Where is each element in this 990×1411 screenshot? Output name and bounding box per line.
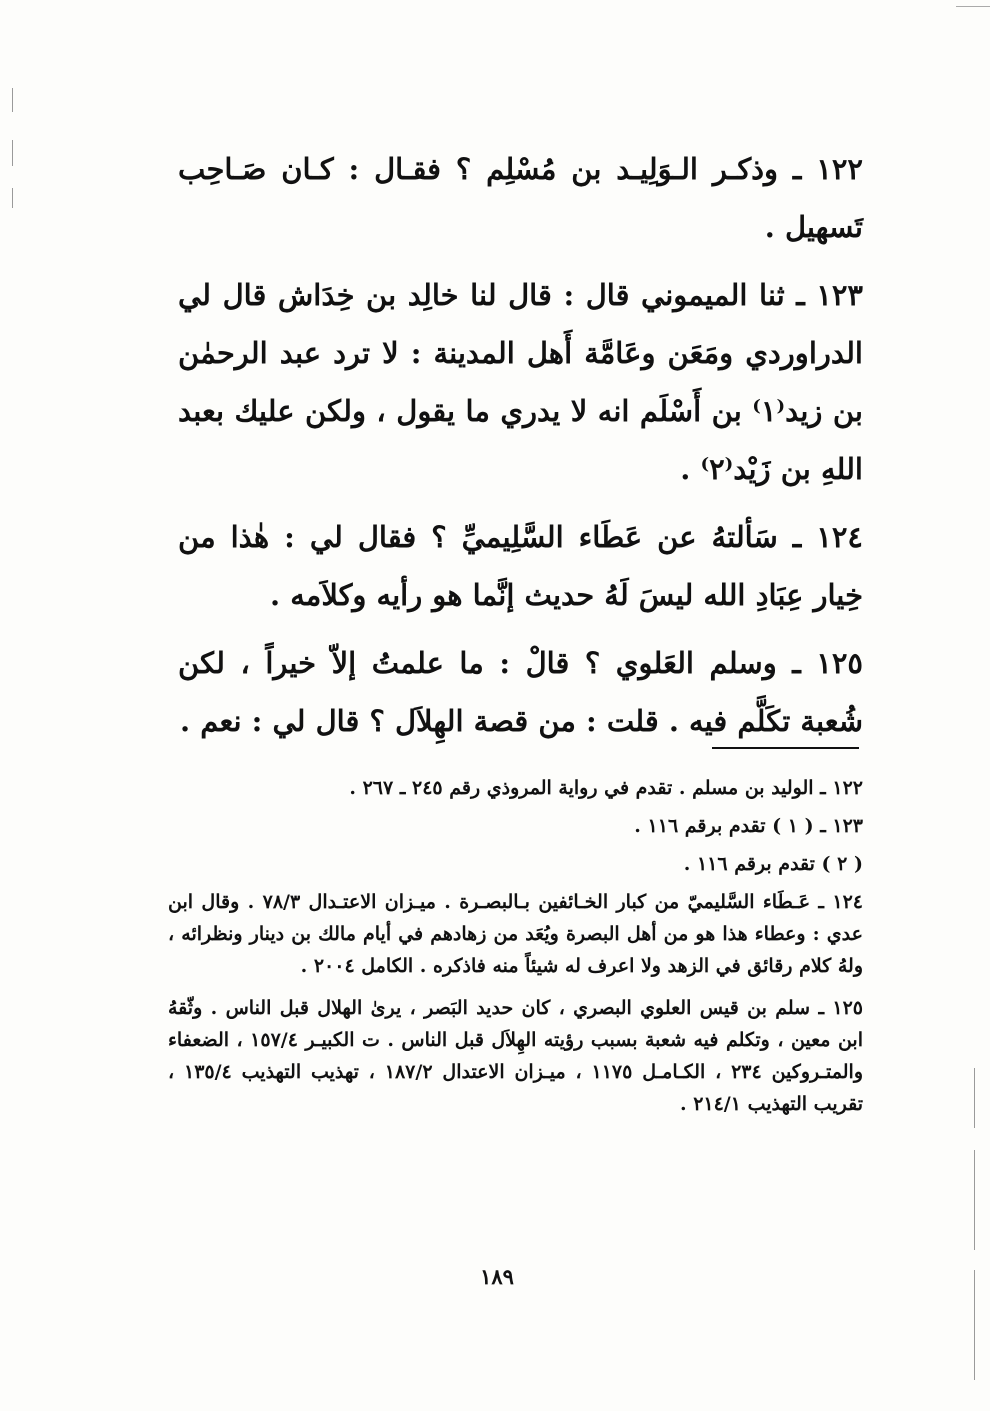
left-margin-mark bbox=[12, 88, 13, 112]
entry-125: ١٢٥ ـ وسلم العَلوي ؟ قالْ : ما علمتُ إلاّ خيراً ، لكن شُعبة تكَلَّم فيه . قلت : من قصة الهِلاَل ؟ قال لي : نعم . bbox=[178, 646, 863, 738]
right-margin-mark bbox=[974, 1150, 975, 1250]
entry-122: ١٢٢ ـ وذكـر الـوَلِيـد بن مُسْلِم ؟ فقـال : كـان صَـاحِب تَسهيل . bbox=[178, 152, 863, 244]
left-margin-mark bbox=[12, 188, 13, 208]
footnote-124: ١٢٤ ـ عَـطَاء السَّليميّ من كبار الخـائفين بـالبصـرة . ميـزان الاعتـدال ٧٨/٣ . وقال ابن عدي : وعطاء هذا هو من أهل البصرة ويُعَد من زهادهم في أيام مالك بن دينار ونظرائه ، ولهُ كلام رقائق في الزهد ولا اعرف له شيئاً منه فاذكره . الكامل ٢٠٠٤ . bbox=[168, 891, 863, 977]
main-text bbox=[178, 140, 863, 760]
left-margin-mark bbox=[12, 140, 13, 166]
footnote-separator bbox=[712, 747, 859, 749]
entry-124: ١٢٤ ـ سَألتهُ عن عَطَاء السَّلِيميِّ ؟ فقال لي : هٰذا من خِيار عِبَادِ الله ليسَ لَهُ حديث إنَّما هو رأيه وكلاَمه . bbox=[178, 520, 863, 612]
footnote-122: ١٢٢ ـ الوليد بن مسلم . تقدم في رواية المروذي رقم ٢٤٥ ـ ٢٦٧ . bbox=[349, 777, 863, 799]
footnote-123-1: ١٢٣ ـ ( ١ ) تقدم برقم ١١٦ . bbox=[634, 815, 863, 837]
right-margin-mark bbox=[974, 1270, 975, 1380]
entry-123: ١٢٣ ـ ثنا الميموني قال : قال لنا خالِد بن خِدَاش قال لي الدراوردي ومَعَن وعَامَّة أَهل المدينة : لا ترد عبد الرحمٰن بن زيد⁽١⁾ بن أَسْلَم انه لا يدري ما يقول ، ولكن عليك بعبد اللهِ بن زَيْد⁽٢⁾ . bbox=[178, 278, 863, 486]
footnotes bbox=[168, 772, 863, 1130]
scan-edge-mark bbox=[956, 6, 990, 7]
footnote-125: ١٢٥ ـ سلم بن قيس العلوي البصري ، كان حديد البَصر ، يرىٰ الهلال قبل الناس . وثّقهُ ابن معين ، وتكلم فيه شعبة بسبب رؤيته الهِلاَل قبل الناس . ت الكبيـر ١٥٧/٤ ، الضعفاء والمتـروكين ٢٣٤ ، الكـامـل ١١٧٥ ، ميـزان الاعتدال ١٨٧/٢ ، تهذيب التهذيب ١٣٥/٤ ، تقريب التهذيب ٢١٤/١ . bbox=[168, 997, 864, 1115]
right-margin-mark bbox=[974, 1068, 975, 1128]
footnote-123-2: ( ٢ ) تقدم برقم ١١٦ . bbox=[683, 853, 863, 875]
page-number: ١٨٩ bbox=[480, 1264, 514, 1289]
